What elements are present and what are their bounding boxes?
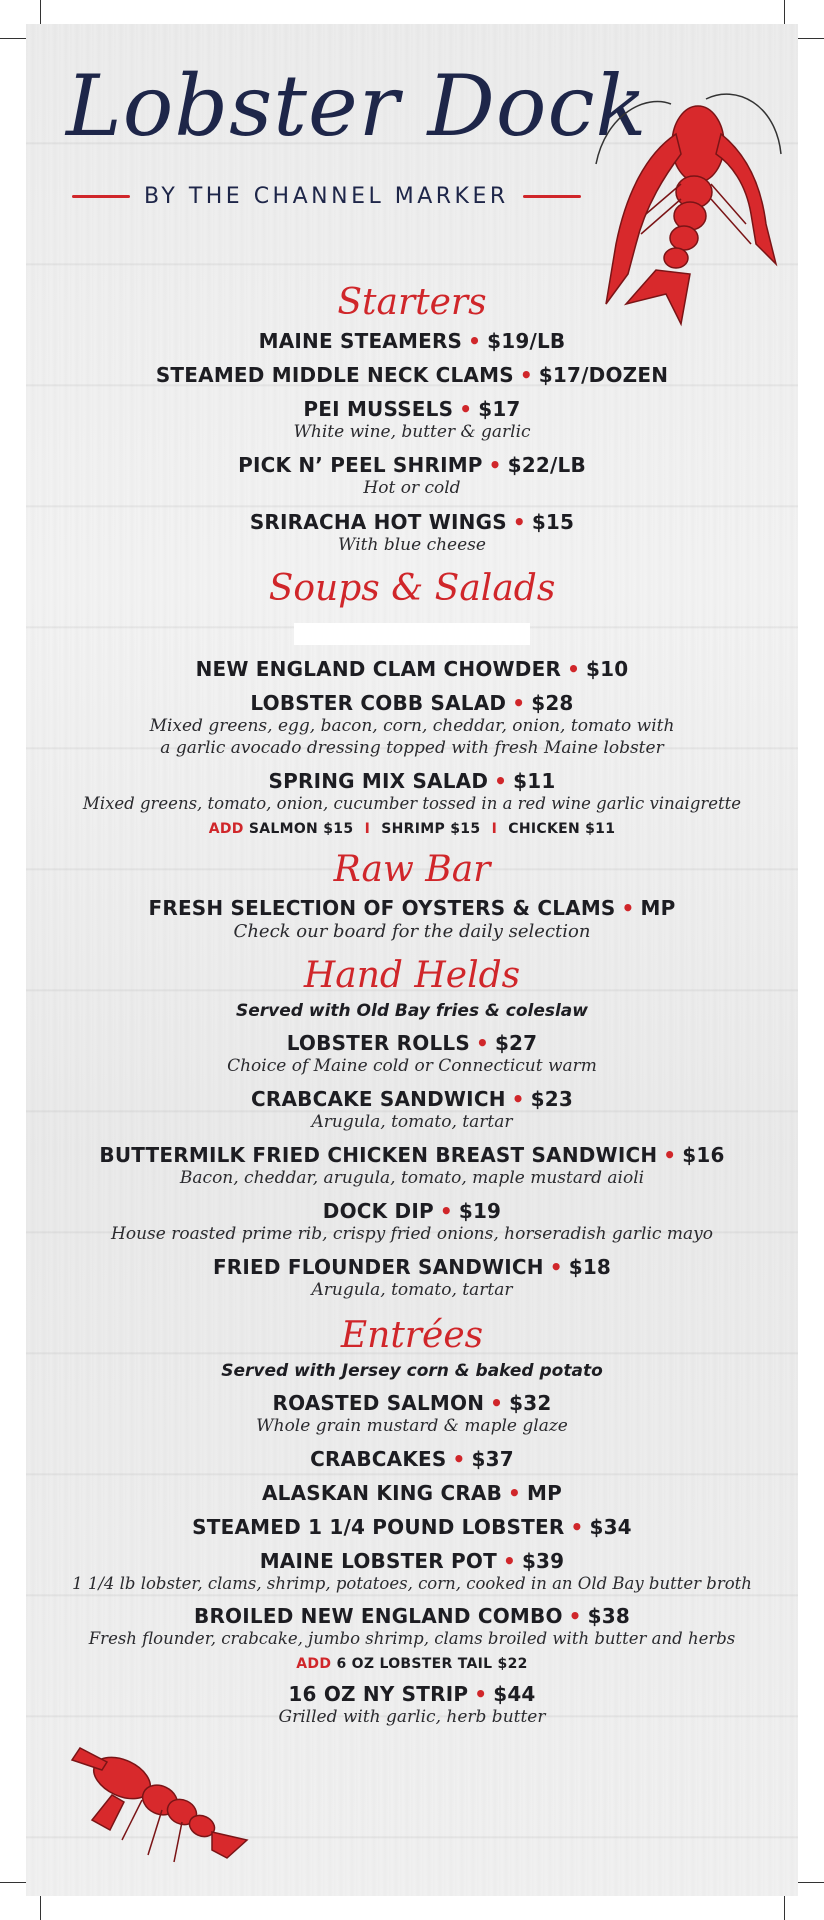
crop-mark xyxy=(798,1882,824,1883)
menu-item xyxy=(26,1199,798,1245)
served-with-note: Served with Old Bay fries & coleslaw xyxy=(236,1000,588,1021)
section-title-entrees: Entrées xyxy=(340,1315,484,1357)
item-name: NEW ENGLAND CLAM CHOWDER xyxy=(195,657,562,682)
item-price: $37 xyxy=(471,1446,514,1471)
menu-item xyxy=(26,896,798,943)
item-description: Hot or cold xyxy=(363,478,461,499)
separator-dot: • xyxy=(475,1030,489,1055)
item-price: $11 xyxy=(513,769,556,794)
item-price: $17/DOZEN xyxy=(538,363,669,388)
item-name: SPRING MIX SALAD xyxy=(268,769,489,794)
menu-item xyxy=(26,1682,798,1728)
item-description: Whole grain mustard & maple glaze xyxy=(256,1415,568,1436)
add-label: ADD xyxy=(208,820,244,837)
separator-dot: • xyxy=(494,769,508,794)
item-price: $27 xyxy=(494,1030,538,1055)
add-on-line xyxy=(26,821,798,837)
separator-dot: • xyxy=(512,691,526,716)
item-name: SRIRACHA HOT WINGS xyxy=(249,509,507,534)
item-price: $22/LB xyxy=(507,453,586,478)
item-description: Check our board for the daily selection xyxy=(233,921,591,943)
brand-logo: Lobster Dock xyxy=(66,57,648,155)
menu-item xyxy=(26,1031,798,1077)
crop-mark xyxy=(798,38,824,39)
menu-item xyxy=(26,1515,798,1539)
menu-item xyxy=(26,1391,798,1437)
separator-dot: • xyxy=(490,1390,504,1415)
item-description: White wine, butter & garlic xyxy=(293,422,531,443)
menu-sheet xyxy=(26,24,798,1896)
separator-dot: • xyxy=(474,1681,488,1706)
separator-dot: • xyxy=(567,657,581,682)
menu-item xyxy=(26,691,798,759)
menu-item xyxy=(26,363,798,387)
menu-item xyxy=(26,510,798,556)
item-name: PEI MUSSELS xyxy=(303,397,454,422)
item-name: LOBSTER COBB SALAD xyxy=(250,691,507,716)
menu-body xyxy=(26,282,798,1728)
item-name: FRIED FLOUNDER SANDWICH xyxy=(212,1255,544,1280)
item-description: Arugula, tomato, tartar xyxy=(311,1280,513,1301)
separator-dot: • xyxy=(452,1446,466,1471)
menu-item xyxy=(26,397,798,443)
menu-item xyxy=(26,1143,798,1189)
item-name: 16 OZ NY STRIP xyxy=(288,1681,469,1706)
item-name: ALASKAN KING CRAB xyxy=(262,1480,503,1505)
add-separator: I xyxy=(491,820,498,837)
separator-dot: • xyxy=(468,329,482,354)
separator-dot: • xyxy=(549,1255,563,1280)
item-price: $18 xyxy=(568,1255,612,1280)
item-name: ROASTED SALMON xyxy=(272,1390,485,1415)
add-option: 6 OZ LOBSTER TAIL $22 xyxy=(336,1655,528,1672)
item-price: $15 xyxy=(531,509,575,534)
separator-dot: • xyxy=(512,509,526,534)
separator-dot: • xyxy=(663,1143,677,1168)
item-name: FRESH SELECTION OF OYSTERS & CLAMS xyxy=(148,896,616,921)
item-name: LOBSTER ROLLS xyxy=(286,1030,470,1055)
section-title-hand-helds: Hand Helds xyxy=(303,955,521,997)
item-description: With blue cheese xyxy=(338,534,486,555)
separator-dot: • xyxy=(502,1548,516,1573)
menu-item xyxy=(26,1087,798,1133)
item-description: a garlic avocado dressing topped with fresh Maine lobster xyxy=(160,738,664,759)
item-price: $28 xyxy=(531,691,574,716)
separator-dot: • xyxy=(511,1086,525,1111)
add-label: ADD xyxy=(296,1655,332,1672)
separator-dot: • xyxy=(621,896,635,921)
item-price: $19/LB xyxy=(487,329,566,354)
item-price: $23 xyxy=(530,1086,573,1111)
item-price: $16 xyxy=(682,1143,725,1168)
menu-item xyxy=(26,329,798,353)
item-price: $32 xyxy=(509,1390,552,1415)
item-description: Mixed greens, egg, bacon, corn, cheddar, onion, tomato with xyxy=(149,716,675,737)
item-description: Grilled with garlic, herb butter xyxy=(278,1706,546,1727)
item-name: MAINE LOBSTER POT xyxy=(259,1548,497,1573)
menu-item xyxy=(26,1447,798,1471)
item-description: House roasted prime rib, crispy fried onions, horseradish garlic mayo xyxy=(111,1224,713,1245)
item-name: STEAMED MIDDLE NECK CLAMS xyxy=(155,363,514,388)
separator-dot: • xyxy=(570,1514,584,1539)
section-title-raw-bar: Raw Bar xyxy=(333,848,491,890)
add-option: SALMON $15 xyxy=(248,820,354,837)
item-description: Fresh flounder, crabcake, jumbo shrimp, clams broiled with butter and herbs xyxy=(88,1629,736,1649)
crop-mark xyxy=(0,1882,26,1883)
separator-dot: • xyxy=(488,453,502,478)
item-price: $10 xyxy=(586,657,629,682)
item-description: 1 1/4 lb lobster, clams, shrimp, potatoes, corn, cooked in an Old Bay butter broth xyxy=(72,1573,752,1593)
divider-right xyxy=(523,195,581,198)
item-price: $44 xyxy=(493,1681,536,1706)
item-name: PICK N’ PEEL SHRIMP xyxy=(238,453,483,478)
item-name: STEAMED 1 1/4 POUND LOBSTER xyxy=(192,1514,565,1539)
item-description: Bacon, cheddar, arugula, tomato, maple mustard aioli xyxy=(179,1168,645,1189)
crop-mark xyxy=(0,38,26,39)
item-price: MP xyxy=(640,896,676,921)
item-name: CRABCAKES xyxy=(310,1446,447,1471)
blank-label-strip xyxy=(294,623,530,645)
item-name: CRABCAKE SANDWICH xyxy=(251,1086,506,1111)
crop-mark xyxy=(784,1892,785,1920)
brand-subtitle-row xyxy=(72,184,562,209)
menu-item xyxy=(26,1255,798,1301)
divider-left xyxy=(72,195,130,198)
separator-dot: • xyxy=(519,363,533,388)
menu-item xyxy=(26,1481,798,1505)
item-description: Arugula, tomato, tartar xyxy=(311,1111,513,1132)
separator-dot: • xyxy=(568,1604,582,1629)
menu-item xyxy=(26,657,798,681)
item-price: $17 xyxy=(478,397,521,422)
item-name: DOCK DIP xyxy=(322,1199,434,1224)
crop-mark xyxy=(40,1892,41,1920)
item-price: $39 xyxy=(521,1548,565,1573)
add-separator: I xyxy=(364,820,371,837)
item-name: BUTTERMILK FRIED CHICKEN BREAST SANDWICH xyxy=(99,1143,658,1168)
separator-dot: • xyxy=(459,397,473,422)
add-on-line xyxy=(26,1656,798,1672)
separator-dot: • xyxy=(439,1199,453,1224)
section-title-soups-salads: Soups & Salads xyxy=(268,567,556,609)
item-description: Choice of Maine cold or Connecticut warm xyxy=(227,1055,597,1076)
item-name: BROILED NEW ENGLAND COMBO xyxy=(194,1604,563,1629)
lobster-icon xyxy=(62,1740,262,1870)
item-price: $19 xyxy=(458,1199,502,1224)
separator-dot: • xyxy=(508,1480,522,1505)
item-price: MP xyxy=(527,1480,562,1505)
item-name: MAINE STEAMERS xyxy=(258,329,463,354)
served-with-note: Served with Jersey corn & baked potato xyxy=(221,1360,603,1381)
header xyxy=(26,24,648,224)
menu-item xyxy=(26,769,798,814)
item-price: $38 xyxy=(587,1604,630,1629)
menu-item xyxy=(26,1549,798,1594)
item-price: $34 xyxy=(589,1514,632,1539)
section-title-starters: Starters xyxy=(337,282,487,323)
add-option: CHICKEN $11 xyxy=(508,820,616,837)
menu-item xyxy=(26,453,798,499)
menu-item xyxy=(26,1604,798,1649)
brand-subtitle: BY THE CHANNEL MARKER xyxy=(144,184,509,209)
add-option: SHRIMP $15 xyxy=(381,820,481,837)
item-description: Mixed greens, tomato, onion, cucumber tossed in a red wine garlic vinaigrette xyxy=(82,794,742,814)
